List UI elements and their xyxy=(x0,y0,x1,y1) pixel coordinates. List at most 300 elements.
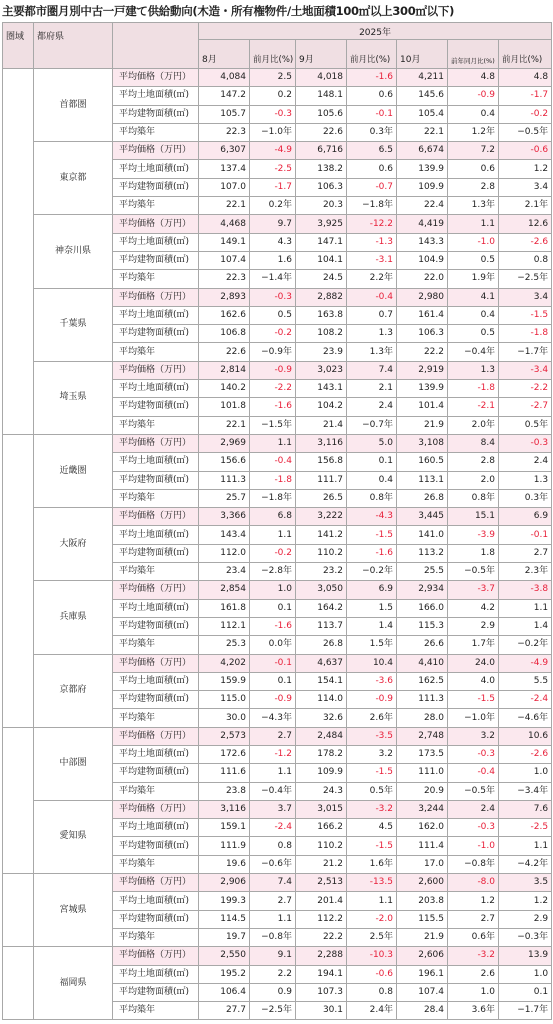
ratio-cell: 3.2 xyxy=(347,745,397,763)
value-cell: 106.3 xyxy=(296,178,347,196)
header-month-sep: 9月 xyxy=(296,40,347,69)
value-cell: 113.7 xyxy=(296,617,347,635)
ratio-cell: −0.4年 xyxy=(448,343,499,361)
metric-label: 平均建物面積(㎡) xyxy=(113,837,199,855)
value-cell: 4,084 xyxy=(199,69,250,87)
value-cell: 4,018 xyxy=(296,69,347,87)
metric-label: 平均価格（万円） xyxy=(113,69,199,87)
ratio-cell: 3.4 xyxy=(499,288,552,306)
ratio-cell: 1.1 xyxy=(448,215,499,233)
value-cell: 30.1 xyxy=(296,1002,347,1020)
header-prefecture: 都府県 xyxy=(34,23,113,69)
ratio-cell: −2.5年 xyxy=(250,1002,296,1020)
metric-label: 平均築年 xyxy=(113,855,199,873)
ratio-cell: 7.6 xyxy=(499,800,552,818)
ratio-cell: 1.5年 xyxy=(347,636,397,654)
ratio-cell: 1.1 xyxy=(499,599,552,617)
ratio-cell: 1.2年 xyxy=(448,123,499,141)
value-cell: 21.2 xyxy=(296,855,347,873)
region-cell xyxy=(3,69,34,435)
value-cell: 104.1 xyxy=(296,251,347,269)
value-cell: 138.2 xyxy=(296,160,347,178)
ratio-cell: -2.5 xyxy=(499,819,552,837)
value-cell: 139.9 xyxy=(397,380,448,398)
ratio-cell: 2.0年 xyxy=(448,416,499,434)
header-aug-mom: 前月比(%) xyxy=(250,40,296,69)
ratio-cell: -0.2 xyxy=(250,325,296,343)
ratio-cell: 0.0年 xyxy=(250,636,296,654)
ratio-cell: 3.4 xyxy=(499,178,552,196)
metric-label: 平均土地面積(㎡) xyxy=(113,526,199,544)
ratio-cell: -3.7 xyxy=(448,581,499,599)
value-cell: 149.1 xyxy=(199,233,250,251)
metric-label: 平均築年 xyxy=(113,343,199,361)
table-row xyxy=(3,288,552,306)
ratio-cell: -10.3 xyxy=(347,947,397,965)
value-cell: 112.1 xyxy=(199,617,250,635)
value-cell: 159.1 xyxy=(199,819,250,837)
value-cell: 26.6 xyxy=(397,636,448,654)
metric-label: 平均築年 xyxy=(113,123,199,141)
ratio-cell: 0.3年 xyxy=(347,123,397,141)
ratio-cell: -1.0 xyxy=(448,233,499,251)
table-row xyxy=(3,508,552,526)
value-cell: 203.8 xyxy=(397,892,448,910)
ratio-cell: 3.5 xyxy=(499,874,552,892)
ratio-cell: 0.4 xyxy=(448,105,499,123)
ratio-cell: -2.1 xyxy=(448,398,499,416)
ratio-cell: −1.0年 xyxy=(250,123,296,141)
header-oct-yoy: 前年同月比(%) xyxy=(448,40,499,69)
header-month-oct: 10月 xyxy=(397,40,448,69)
value-cell: 28.0 xyxy=(397,709,448,727)
value-cell: 4,211 xyxy=(397,69,448,87)
value-cell: 6,674 xyxy=(397,142,448,160)
value-cell: 27.7 xyxy=(199,1002,250,1020)
value-cell: 110.2 xyxy=(296,544,347,562)
ratio-cell: 2.4 xyxy=(499,453,552,471)
ratio-cell: 5.5 xyxy=(499,672,552,690)
metric-label: 平均価格（万円） xyxy=(113,947,199,965)
value-cell: 106.8 xyxy=(199,325,250,343)
value-cell: 113.1 xyxy=(397,471,448,489)
ratio-cell: -0.2 xyxy=(250,544,296,562)
ratio-cell: 1.5 xyxy=(347,599,397,617)
ratio-cell: -1.8 xyxy=(448,380,499,398)
ratio-cell: 1.6 xyxy=(250,251,296,269)
value-cell: 23.4 xyxy=(199,563,250,581)
value-cell: 160.5 xyxy=(397,453,448,471)
value-cell: 24.5 xyxy=(296,270,347,288)
ratio-cell: −1.8年 xyxy=(347,197,397,215)
ratio-cell: 3.6年 xyxy=(448,1002,499,1020)
ratio-cell: 0.1 xyxy=(250,599,296,617)
ratio-cell: -0.9 xyxy=(448,87,499,105)
value-cell: 141.2 xyxy=(296,526,347,544)
value-cell: 22.6 xyxy=(296,123,347,141)
value-cell: 172.6 xyxy=(199,745,250,763)
ratio-cell: 1.4 xyxy=(347,617,397,635)
header-sep-mom: 前月比(%) xyxy=(347,40,397,69)
metric-label: 平均建物面積(㎡) xyxy=(113,764,199,782)
value-cell: 162.0 xyxy=(397,819,448,837)
value-cell: 32.6 xyxy=(296,709,347,727)
prefecture-cell: 兵庫県 xyxy=(34,581,113,654)
value-cell: 17.0 xyxy=(397,855,448,873)
value-cell: 22.3 xyxy=(199,270,250,288)
ratio-cell: 0.9 xyxy=(250,983,296,1001)
ratio-cell: -2.4 xyxy=(250,819,296,837)
ratio-cell: -4.3 xyxy=(347,508,397,526)
ratio-cell: 1.0 xyxy=(250,581,296,599)
value-cell: 109.9 xyxy=(296,764,347,782)
value-cell: 30.0 xyxy=(199,709,250,727)
metric-label: 平均土地面積(㎡) xyxy=(113,233,199,251)
metric-label: 平均築年 xyxy=(113,489,199,507)
ratio-cell: −0.9年 xyxy=(250,343,296,361)
value-cell: 23.9 xyxy=(296,343,347,361)
value-cell: 114.5 xyxy=(199,910,250,928)
ratio-cell: 1.1 xyxy=(250,910,296,928)
value-cell: 2,550 xyxy=(199,947,250,965)
value-cell: 22.2 xyxy=(296,928,347,946)
value-cell: 107.0 xyxy=(199,178,250,196)
ratio-cell: 2.3年 xyxy=(499,563,552,581)
ratio-cell: 1.1 xyxy=(499,837,552,855)
metric-label: 平均土地面積(㎡) xyxy=(113,745,199,763)
value-cell: 111.3 xyxy=(397,691,448,709)
value-cell: 104.2 xyxy=(296,398,347,416)
ratio-cell: 2.6年 xyxy=(347,709,397,727)
ratio-cell: -0.9 xyxy=(250,361,296,379)
ratio-cell: 1.8 xyxy=(448,544,499,562)
metric-label: 平均価格（万円） xyxy=(113,727,199,745)
value-cell: 4,410 xyxy=(397,654,448,672)
prefecture-cell: 千葉県 xyxy=(34,288,113,361)
value-cell: 26.8 xyxy=(296,636,347,654)
ratio-cell: -0.2 xyxy=(499,105,552,123)
value-cell: 166.2 xyxy=(296,819,347,837)
ratio-cell: -1.5 xyxy=(499,306,552,324)
header-metric xyxy=(113,23,199,69)
ratio-cell: 1.3 xyxy=(448,361,499,379)
value-cell: 2,288 xyxy=(296,947,347,965)
ratio-cell: 24.0 xyxy=(448,654,499,672)
value-cell: 3,222 xyxy=(296,508,347,526)
ratio-cell: -0.9 xyxy=(347,691,397,709)
ratio-cell: 13.9 xyxy=(499,947,552,965)
ratio-cell: −0.5年 xyxy=(448,563,499,581)
metric-label: 平均価格（万円） xyxy=(113,361,199,379)
value-cell: 4,202 xyxy=(199,654,250,672)
ratio-cell: 1.1 xyxy=(250,526,296,544)
value-cell: 111.4 xyxy=(397,837,448,855)
prefecture-cell: 首都圏 xyxy=(34,69,113,142)
metric-label: 平均土地面積(㎡) xyxy=(113,87,199,105)
ratio-cell: 7.4 xyxy=(250,874,296,892)
metric-label: 平均築年 xyxy=(113,928,199,946)
ratio-cell: 2.8 xyxy=(448,178,499,196)
ratio-cell: 2.7 xyxy=(250,727,296,745)
page-title: 主要都市圏月別中古一戸建て供給動向(木造・所有権物件/土地面積100㎡以上300㎡以下) xyxy=(2,4,455,18)
ratio-cell: 0.6 xyxy=(347,160,397,178)
value-cell: 109.9 xyxy=(397,178,448,196)
ratio-cell: 2.1 xyxy=(347,380,397,398)
value-cell: 26.5 xyxy=(296,489,347,507)
value-cell: 113.2 xyxy=(397,544,448,562)
metric-label: 平均価格（万円） xyxy=(113,508,199,526)
value-cell: 3,116 xyxy=(296,434,347,452)
ratio-cell: 0.2年 xyxy=(250,197,296,215)
ratio-cell: -0.3 xyxy=(499,434,552,452)
ratio-cell: 5.0 xyxy=(347,434,397,452)
ratio-cell: 3.2 xyxy=(448,727,499,745)
ratio-cell: 15.1 xyxy=(448,508,499,526)
metric-label: 平均価格（万円） xyxy=(113,874,199,892)
ratio-cell: 0.5 xyxy=(250,306,296,324)
metric-label: 平均土地面積(㎡) xyxy=(113,453,199,471)
value-cell: 3,244 xyxy=(397,800,448,818)
value-cell: 148.1 xyxy=(296,87,347,105)
value-cell: 2,969 xyxy=(199,434,250,452)
value-cell: 115.0 xyxy=(199,691,250,709)
metric-label: 平均価格（万円） xyxy=(113,142,199,160)
value-cell: 101.8 xyxy=(199,398,250,416)
value-cell: 145.6 xyxy=(397,87,448,105)
value-cell: 2,906 xyxy=(199,874,250,892)
region-cell xyxy=(3,434,34,727)
ratio-cell: -0.1 xyxy=(347,105,397,123)
ratio-cell: 1.2 xyxy=(499,160,552,178)
ratio-cell: 0.4 xyxy=(448,306,499,324)
ratio-cell: -1.5 xyxy=(347,764,397,782)
ratio-cell: 4.2 xyxy=(448,599,499,617)
header-region: 圏域 xyxy=(3,23,34,69)
ratio-cell: 0.5 xyxy=(448,251,499,269)
ratio-cell: -2.7 xyxy=(499,398,552,416)
ratio-cell: 6.5 xyxy=(347,142,397,160)
value-cell: 161.4 xyxy=(397,306,448,324)
ratio-cell: −3.4年 xyxy=(499,782,552,800)
metric-label: 平均建物面積(㎡) xyxy=(113,251,199,269)
value-cell: 3,116 xyxy=(199,800,250,818)
value-cell: 2,606 xyxy=(397,947,448,965)
prefecture-cell: 近畿圏 xyxy=(34,434,113,507)
metric-label: 平均価格（万円） xyxy=(113,654,199,672)
metric-label: 平均建物面積(㎡) xyxy=(113,691,199,709)
value-cell: 3,015 xyxy=(296,800,347,818)
ratio-cell: 0.8 xyxy=(347,983,397,1001)
ratio-cell: 4.5 xyxy=(347,819,397,837)
value-cell: 115.5 xyxy=(397,910,448,928)
ratio-cell: -2.2 xyxy=(499,380,552,398)
ratio-cell: -2.6 xyxy=(499,233,552,251)
metric-label: 平均築年 xyxy=(113,636,199,654)
metric-label: 平均築年 xyxy=(113,563,199,581)
metric-label: 平均建物面積(㎡) xyxy=(113,398,199,416)
ratio-cell: -0.6 xyxy=(499,142,552,160)
table-row xyxy=(3,654,552,672)
value-cell: 2,600 xyxy=(397,874,448,892)
ratio-cell: 1.0 xyxy=(499,965,552,983)
value-cell: 161.8 xyxy=(199,599,250,617)
value-cell: 162.6 xyxy=(199,306,250,324)
ratio-cell: -3.1 xyxy=(347,251,397,269)
ratio-cell: 1.3年 xyxy=(347,343,397,361)
ratio-cell: 9.1 xyxy=(250,947,296,965)
value-cell: 3,050 xyxy=(296,581,347,599)
ratio-cell: 2.1年 xyxy=(499,197,552,215)
value-cell: 2,513 xyxy=(296,874,347,892)
ratio-cell: 1.3 xyxy=(347,325,397,343)
value-cell: 196.1 xyxy=(397,965,448,983)
ratio-cell: -1.0 xyxy=(448,837,499,855)
ratio-cell: 1.6年 xyxy=(347,855,397,873)
ratio-cell: 1.1 xyxy=(347,892,397,910)
value-cell: 111.6 xyxy=(199,764,250,782)
region-cell xyxy=(3,727,34,873)
ratio-cell: -1.2 xyxy=(250,745,296,763)
ratio-cell: 0.5年 xyxy=(499,416,552,434)
ratio-cell: -3.2 xyxy=(347,800,397,818)
ratio-cell: −1.4年 xyxy=(250,270,296,288)
table-row xyxy=(3,800,552,818)
metric-label: 平均土地面積(㎡) xyxy=(113,672,199,690)
ratio-cell: 10.6 xyxy=(499,727,552,745)
ratio-cell: -13.5 xyxy=(347,874,397,892)
ratio-cell: -0.6 xyxy=(347,965,397,983)
table-row xyxy=(3,434,552,452)
ratio-cell: −1.7年 xyxy=(499,1002,552,1020)
metric-label: 平均築年 xyxy=(113,197,199,215)
ratio-cell: −0.6年 xyxy=(250,855,296,873)
ratio-cell: 3.7 xyxy=(250,800,296,818)
ratio-cell: 1.0 xyxy=(448,983,499,1001)
metric-label: 平均土地面積(㎡) xyxy=(113,306,199,324)
metric-label: 平均築年 xyxy=(113,416,199,434)
ratio-cell: 12.6 xyxy=(499,215,552,233)
ratio-cell: −0.2年 xyxy=(347,563,397,581)
ratio-cell: -1.6 xyxy=(250,398,296,416)
value-cell: 2,893 xyxy=(199,288,250,306)
value-cell: 105.4 xyxy=(397,105,448,123)
value-cell: 19.6 xyxy=(199,855,250,873)
ratio-cell: −1.7年 xyxy=(499,343,552,361)
ratio-cell: 2.5年 xyxy=(347,928,397,946)
prefecture-cell: 神奈川県 xyxy=(34,215,113,288)
ratio-cell: -1.8 xyxy=(499,325,552,343)
value-cell: 22.0 xyxy=(397,270,448,288)
value-cell: 143.1 xyxy=(296,380,347,398)
region-cell xyxy=(3,947,34,1020)
value-cell: 156.8 xyxy=(296,453,347,471)
value-cell: 199.3 xyxy=(199,892,250,910)
table-row xyxy=(3,69,552,87)
metric-label: 平均建物面積(㎡) xyxy=(113,910,199,928)
ratio-cell: 2.2 xyxy=(250,965,296,983)
table-row xyxy=(3,727,552,745)
value-cell: 110.2 xyxy=(296,837,347,855)
ratio-cell: 1.7年 xyxy=(448,636,499,654)
value-cell: 28.4 xyxy=(397,1002,448,1020)
value-cell: 22.6 xyxy=(199,343,250,361)
value-cell: 3,445 xyxy=(397,508,448,526)
ratio-cell: 2.7 xyxy=(448,910,499,928)
metric-label: 平均建物面積(㎡) xyxy=(113,178,199,196)
value-cell: 20.9 xyxy=(397,782,448,800)
value-cell: 6,307 xyxy=(199,142,250,160)
value-cell: 21.9 xyxy=(397,416,448,434)
value-cell: 111.9 xyxy=(199,837,250,855)
metric-label: 平均建物面積(㎡) xyxy=(113,617,199,635)
ratio-cell: -2.5 xyxy=(250,160,296,178)
ratio-cell: −0.8年 xyxy=(250,928,296,946)
ratio-cell: 2.4 xyxy=(347,398,397,416)
table-row xyxy=(3,142,552,160)
prefecture-cell: 愛知県 xyxy=(34,800,113,873)
value-cell: 111.0 xyxy=(397,764,448,782)
header-oct-mom: 前月比(%) xyxy=(499,40,552,69)
ratio-cell: -1.6 xyxy=(347,544,397,562)
ratio-cell: 2.7 xyxy=(250,892,296,910)
ratio-cell: -0.3 xyxy=(250,105,296,123)
ratio-cell: -3.9 xyxy=(448,526,499,544)
header-month-aug: 8月 xyxy=(199,40,250,69)
value-cell: 195.2 xyxy=(199,965,250,983)
ratio-cell: 4.0 xyxy=(448,672,499,690)
ratio-cell: 1.0 xyxy=(499,764,552,782)
ratio-cell: 0.1 xyxy=(347,453,397,471)
value-cell: 111.3 xyxy=(199,471,250,489)
value-cell: 154.1 xyxy=(296,672,347,690)
ratio-cell: −2.5年 xyxy=(499,270,552,288)
ratio-cell: 2.6 xyxy=(448,965,499,983)
ratio-cell: 0.8年 xyxy=(347,489,397,507)
ratio-cell: 0.7 xyxy=(347,306,397,324)
table-row xyxy=(3,947,552,965)
prefecture-cell: 京都府 xyxy=(34,654,113,727)
metric-label: 平均土地面積(㎡) xyxy=(113,160,199,178)
value-cell: 106.3 xyxy=(397,325,448,343)
value-cell: 156.6 xyxy=(199,453,250,471)
ratio-cell: 2.4 xyxy=(448,800,499,818)
ratio-cell: −0.7年 xyxy=(347,416,397,434)
prefecture-cell: 東京都 xyxy=(34,142,113,215)
ratio-cell: -1.7 xyxy=(250,178,296,196)
ratio-cell: 1.3年 xyxy=(448,197,499,215)
value-cell: 22.1 xyxy=(199,197,250,215)
value-cell: 22.1 xyxy=(397,123,448,141)
ratio-cell: -0.1 xyxy=(499,526,552,544)
ratio-cell: −0.3年 xyxy=(499,928,552,946)
supply-table xyxy=(2,22,552,1020)
ratio-cell: 0.1 xyxy=(250,672,296,690)
ratio-cell: -1.6 xyxy=(250,617,296,635)
ratio-cell: -0.9 xyxy=(250,691,296,709)
prefecture-cell: 福岡県 xyxy=(34,947,113,1020)
metric-label: 平均建物面積(㎡) xyxy=(113,983,199,1001)
ratio-cell: 0.5年 xyxy=(347,782,397,800)
value-cell: 147.2 xyxy=(199,87,250,105)
ratio-cell: -3.8 xyxy=(499,581,552,599)
value-cell: 162.5 xyxy=(397,672,448,690)
metric-label: 平均土地面積(㎡) xyxy=(113,819,199,837)
value-cell: 3,366 xyxy=(199,508,250,526)
prefecture-cell: 宮城県 xyxy=(34,874,113,947)
ratio-cell: -12.2 xyxy=(347,215,397,233)
value-cell: 26.8 xyxy=(397,489,448,507)
value-cell: 112.0 xyxy=(199,544,250,562)
